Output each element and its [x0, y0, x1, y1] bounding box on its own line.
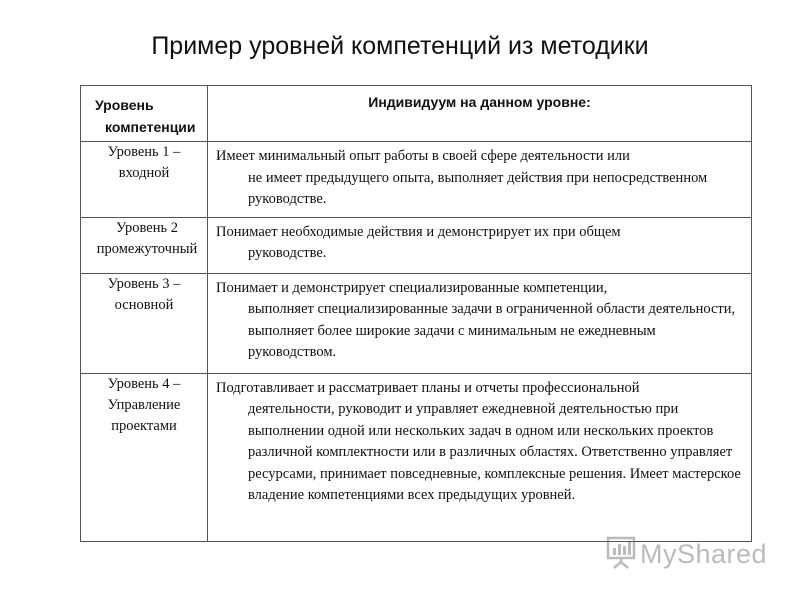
description-rest: выполняет специализированные задачи в ограниченной области деятельности, выполняет более широкие задачи с минимальным не ежедневным руководством.	[248, 301, 736, 360]
level-label: Уровень 1 – входной	[107, 144, 181, 181]
level-cell	[81, 373, 208, 541]
table-row	[81, 217, 752, 273]
header-level-line2: компетенции	[105, 119, 196, 135]
presentation-board-icon	[606, 535, 636, 574]
table-header-row	[81, 86, 752, 142]
description-cell	[208, 142, 752, 218]
level-label: Уровень 4 – Управление проектами	[107, 375, 181, 434]
level-label: Уровень 3 – основной	[107, 275, 181, 313]
description-first-line: Подготавливает и рассматривает планы и отчеты профессиональной	[216, 379, 640, 396]
description-cell	[208, 373, 752, 541]
description-rest: деятельности, руководит и управляет ежедневной деятельностью при выполнении одной или нескольких задач в одном или нескольких проектов различной комплектности или в различных областях. Ответственно управляет ресурсами, принимает повседневные, комплексные решения. Имеет мастерское владение компетенциями всех предыдущих уровней.	[248, 401, 741, 503]
description-first-line: Имеет минимальный опыт работы в своей сфере деятельности или	[216, 148, 630, 164]
competency-levels-table	[80, 85, 752, 542]
level-cell	[81, 273, 208, 373]
description-first-line: Понимает и демонстрирует специализированные компетенции,	[216, 279, 608, 296]
level-cell	[81, 142, 208, 218]
level-cell	[81, 217, 208, 273]
level-label: Уровень 2 промежуточный	[96, 219, 198, 257]
header-level	[81, 86, 208, 142]
description-cell	[208, 217, 752, 273]
myshared-watermark	[606, 534, 767, 574]
description-first-line: Понимает необходимые действия и демонстрирует их при общем	[216, 223, 621, 240]
table-row	[81, 273, 752, 373]
watermark-text: MyShared	[640, 538, 768, 569]
header-level-line1: Уровень	[95, 97, 154, 113]
table-row	[81, 373, 752, 541]
table-row	[81, 142, 752, 218]
description-rest: не имеет предыдущего опыта, выполняет действия при непосредственном руководстве.	[248, 169, 708, 207]
description-cell	[208, 273, 752, 373]
header-description: Индивидуум на данном уровне:	[208, 86, 752, 142]
description-rest: руководстве.	[248, 245, 327, 261]
page-title: Пример уровней компетенций из методики	[151, 32, 649, 60]
